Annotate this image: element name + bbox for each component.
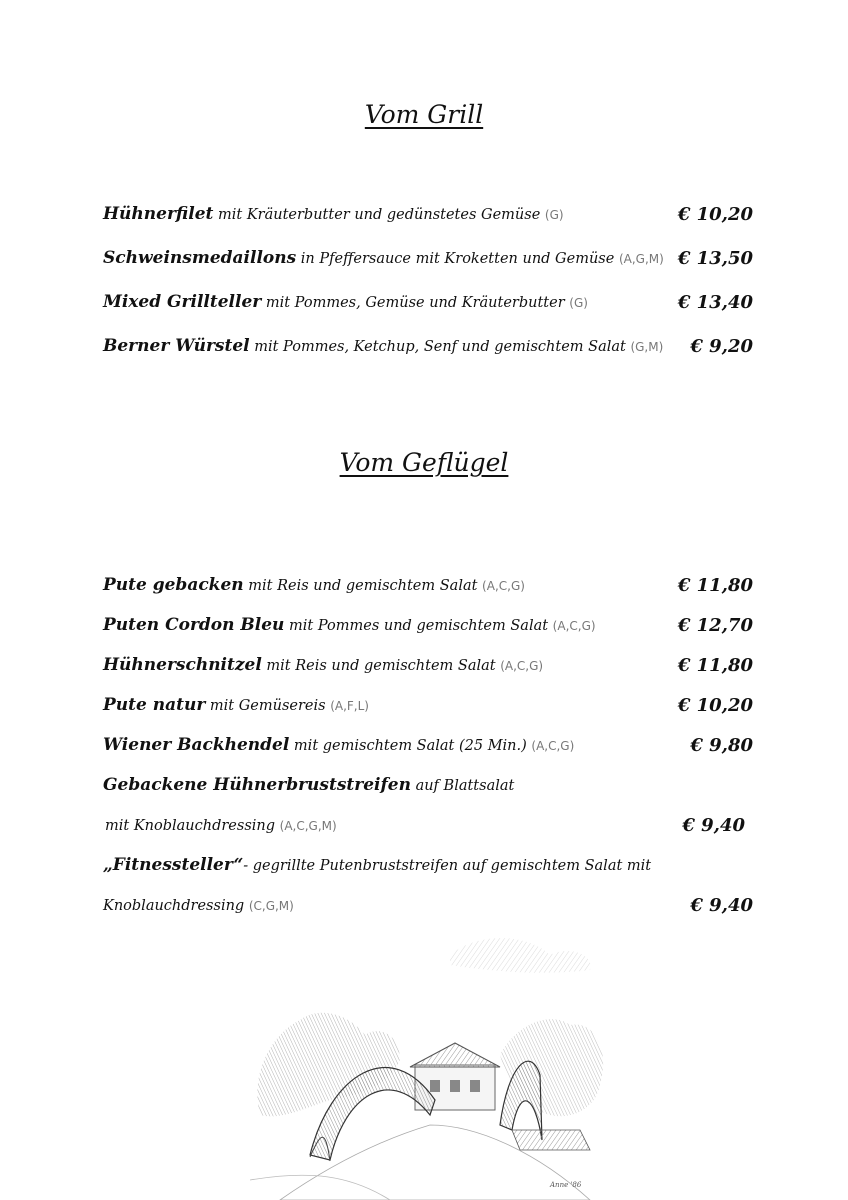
item-price: € 13,40 [677, 292, 753, 313]
item-name: „Fitnessteller“ [103, 855, 244, 875]
item-price: € 11,80 [677, 575, 753, 596]
item-name: Wiener Backhendel [103, 735, 290, 755]
item-allergens: (A,C,G) [482, 579, 525, 593]
bridge-sketch-illustration [250, 925, 610, 1200]
menu-item [103, 336, 753, 362]
item-name: Gebackene Hühnerbruststreifen [103, 775, 411, 795]
item-description: mit Pommes, Gemüse und Kräuterbutter [261, 295, 570, 311]
item-price: € 9,40 [682, 815, 745, 836]
item-allergens: (A,C,G) [552, 619, 596, 633]
item-description: mit Kräuterbutter und gedünstetes Gemüse [213, 207, 545, 223]
item-name: Puten Cordon Bleu [103, 615, 285, 635]
menu-item-line2 [103, 895, 753, 921]
item-price: € 13,50 [677, 248, 753, 269]
sketch-signature: Anne '86 [550, 1181, 582, 1189]
item-price: € 9,40 [690, 895, 753, 916]
menu-item [103, 248, 753, 274]
item-description: mit Reis und gemischtem Salat [243, 578, 483, 594]
item-name: Berner Würstel [103, 336, 250, 356]
item-description: in Pfeffersauce mit Kroketten und Gemüse [296, 251, 619, 267]
item-description-continued: mit Knoblauchdressing [105, 818, 280, 834]
item-price: € 9,20 [690, 336, 753, 357]
item-allergens: (G) [544, 208, 564, 222]
item-description: auf Blattsalat [410, 778, 515, 794]
item-allergens: (A,C,G) [531, 739, 575, 753]
menu-item [103, 575, 753, 601]
item-name: Hühnerschnitzel [103, 655, 262, 675]
item-allergens: (A,G,M) [618, 252, 664, 266]
item-name: Schweinsmedaillons [103, 248, 297, 268]
menu-item-line1 [103, 775, 753, 801]
item-allergens: (G,M) [630, 340, 664, 354]
item-description: mit Pommes, Ketchup, Senf und gemischtem Salat [249, 339, 631, 355]
menu-item [103, 655, 753, 681]
menu-item [103, 735, 753, 761]
section-heading-grill: Vom Grill [364, 100, 484, 129]
item-allergens: (A,C,G,M) [279, 819, 337, 833]
menu-item-line2 [103, 815, 753, 841]
section-heading-poultry: Vom Geflügel [339, 448, 509, 477]
item-description: mit Pommes und gemischtem Salat [284, 618, 553, 634]
menu-item [103, 292, 753, 318]
item-price: € 10,20 [677, 204, 753, 225]
item-name: Pute natur [103, 695, 206, 715]
item-allergens: (A,C,G) [500, 659, 544, 673]
item-allergens: (C,G,M) [248, 899, 294, 913]
item-description-continued: Knoblauchdressing [103, 898, 249, 914]
item-allergens: (G) [569, 296, 588, 310]
item-price: € 10,20 [677, 695, 753, 716]
item-name: Hühnerfilet [103, 204, 214, 224]
item-allergens: (A,F,L) [330, 699, 369, 713]
menu-item-line1 [103, 855, 753, 881]
menu-item [103, 615, 753, 641]
item-description: mit Reis und gemischtem Salat [261, 658, 501, 674]
menu-item [103, 695, 753, 721]
item-price: € 12,70 [677, 615, 753, 636]
item-name: Mixed Grillteller [103, 292, 262, 312]
item-price: € 11,80 [677, 655, 753, 676]
item-name: Pute gebacken [103, 575, 244, 595]
menu-item [103, 204, 753, 230]
item-description: mit Gemüsereis [205, 698, 331, 714]
item-description: - gegrillte Putenbruststreifen auf gemischtem Salat mit [243, 858, 652, 874]
item-price: € 9,80 [690, 735, 753, 756]
item-description: mit gemischtem Salat (25 Min.) [289, 738, 532, 754]
